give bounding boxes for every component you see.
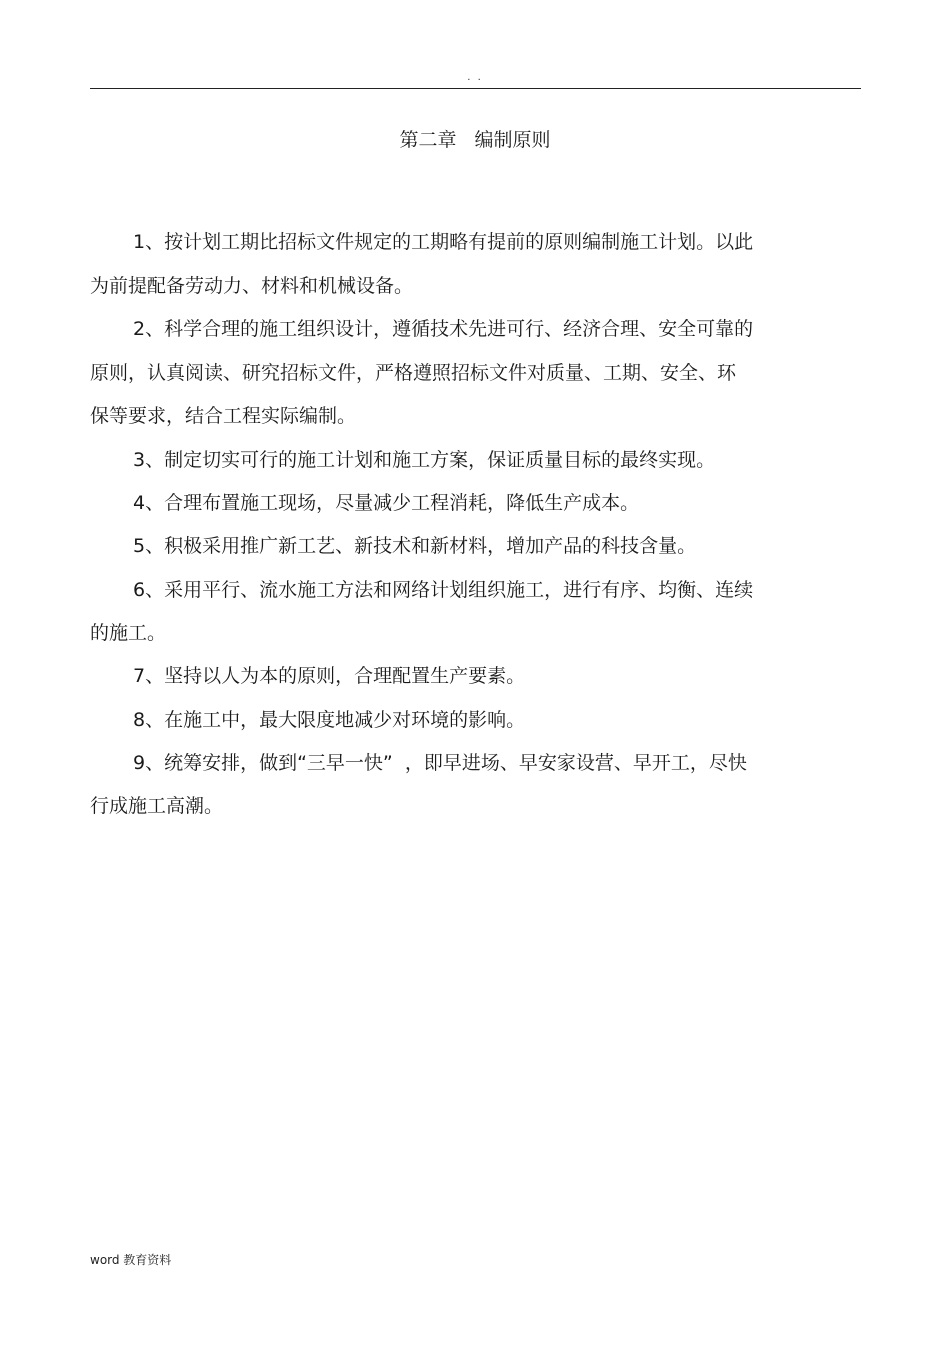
- paragraph-2-line-2: 原则，认真阅读、研究招标文件，严格遵照招标文件对质量、工期、安全、环: [90, 362, 737, 384]
- header-mark: . .: [467, 72, 483, 83]
- chapter-title: 第二章 编制原则: [399, 129, 551, 151]
- paragraph-6-line-1: 6、采用平行、流水施工方法和网络计划组织施工，进行有序、均衡、连续: [133, 579, 754, 601]
- paragraph-1-line-1: 1、按计划工期比招标文件规定的工期略有提前的原则编制施工计划。以此: [133, 231, 754, 253]
- header-rule: [90, 88, 861, 89]
- paragraph-4-line-1: 4、合理布置施工现场，尽量减少工程消耗，降低生产成本。: [133, 492, 640, 514]
- paragraph-9-line-2: 行成施工高潮。: [90, 795, 224, 817]
- paragraph-9-line-1: 9、统筹安排，做到“三早一快” ，即早进场、早安家设营、早开工，尽快: [133, 752, 747, 774]
- paragraph-8-line-1: 8、在施工中，最大限度地减少对环境的影响。: [133, 709, 526, 731]
- paragraph-2-line-3: 保等要求，结合工程实际编制。: [90, 405, 357, 427]
- paragraph-1-line-2: 为前提配备劳动力、材料和机械设备。: [90, 275, 414, 297]
- footer-label: word 教育资料: [90, 1253, 172, 1267]
- paragraph-2-line-1: 2、科学合理的施工组织设计，遵循技术先进可行、经济合理、安全可靠的: [133, 318, 754, 340]
- paragraph-3-line-1: 3、制定切实可行的施工计划和施工方案，保证质量目标的最终实现。: [133, 449, 716, 471]
- paragraph-6-line-2: 的施工。: [90, 622, 167, 644]
- paragraph-5-line-1: 5、积极采用推广新工艺、新技术和新材料，增加产品的科技含量。: [133, 535, 697, 557]
- paragraph-7-line-1: 7、坚持以人为本的原则，合理配置生产要素。: [133, 665, 526, 687]
